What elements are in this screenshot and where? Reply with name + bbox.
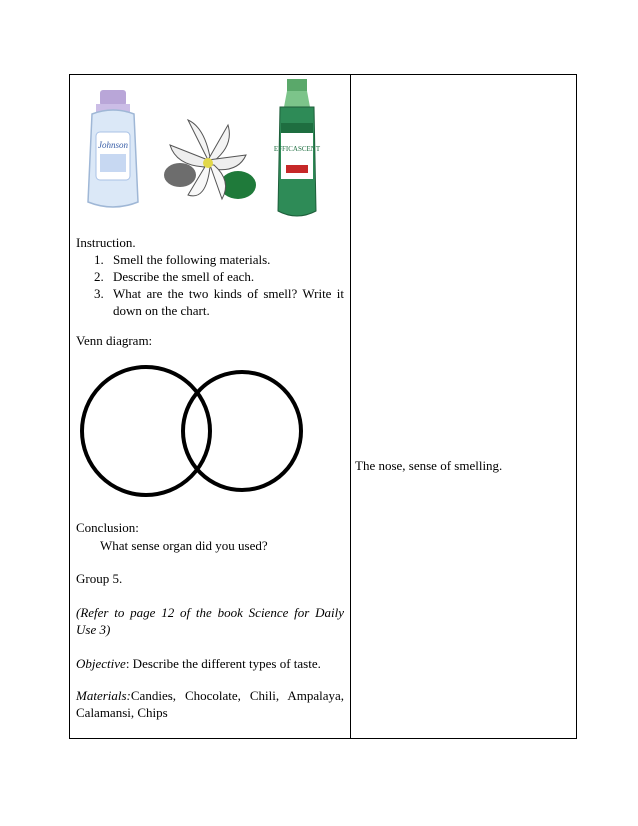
venn-diagram bbox=[78, 363, 308, 503]
objective-line bbox=[76, 655, 321, 672]
reference-note: (Refer to page 12 of the book Science for Daily Use 3) bbox=[76, 605, 344, 637]
materials-line bbox=[76, 687, 344, 721]
green-bottle-image bbox=[272, 79, 322, 221]
svg-text:EFFICASCENT: EFFICASCENT bbox=[273, 145, 321, 153]
step-1-number: 1. bbox=[94, 252, 104, 267]
step-3-number: 3. bbox=[94, 286, 104, 301]
group-label: Group 5. bbox=[76, 571, 123, 586]
instruction-heading: Instruction. bbox=[76, 235, 136, 250]
materials-label: Materials: bbox=[76, 688, 131, 703]
svg-text:Johnson: Johnson bbox=[98, 140, 128, 150]
answer-text: The nose, sense of smelling. bbox=[355, 458, 503, 473]
conclusion-heading: Conclusion: bbox=[76, 520, 139, 535]
materials-text: Candies, Chocolate, Chili, Ampalaya, Calamansi, Chips bbox=[76, 688, 344, 720]
venn-circle-right bbox=[183, 372, 301, 490]
lesson-table bbox=[69, 74, 577, 739]
objective-text: : Describe the different types of taste. bbox=[125, 656, 321, 671]
step-2-text: Describe the smell of each. bbox=[113, 269, 255, 284]
venn-circle-left bbox=[82, 367, 210, 495]
conclusion-question: What sense organ did you used? bbox=[100, 538, 268, 553]
step-2-number: 2. bbox=[94, 269, 104, 284]
step-1-text: Smell the following materials. bbox=[113, 252, 271, 267]
right-cell bbox=[351, 75, 576, 738]
flower-image bbox=[158, 115, 258, 213]
left-cell bbox=[70, 75, 350, 738]
objective-label: Objective bbox=[76, 656, 126, 671]
step-3-text: What are the two kinds of smell? Write it down on the chart. bbox=[113, 286, 344, 318]
baby-lotion-bottle-image bbox=[82, 90, 144, 212]
venn-label: Venn diagram: bbox=[76, 333, 153, 348]
